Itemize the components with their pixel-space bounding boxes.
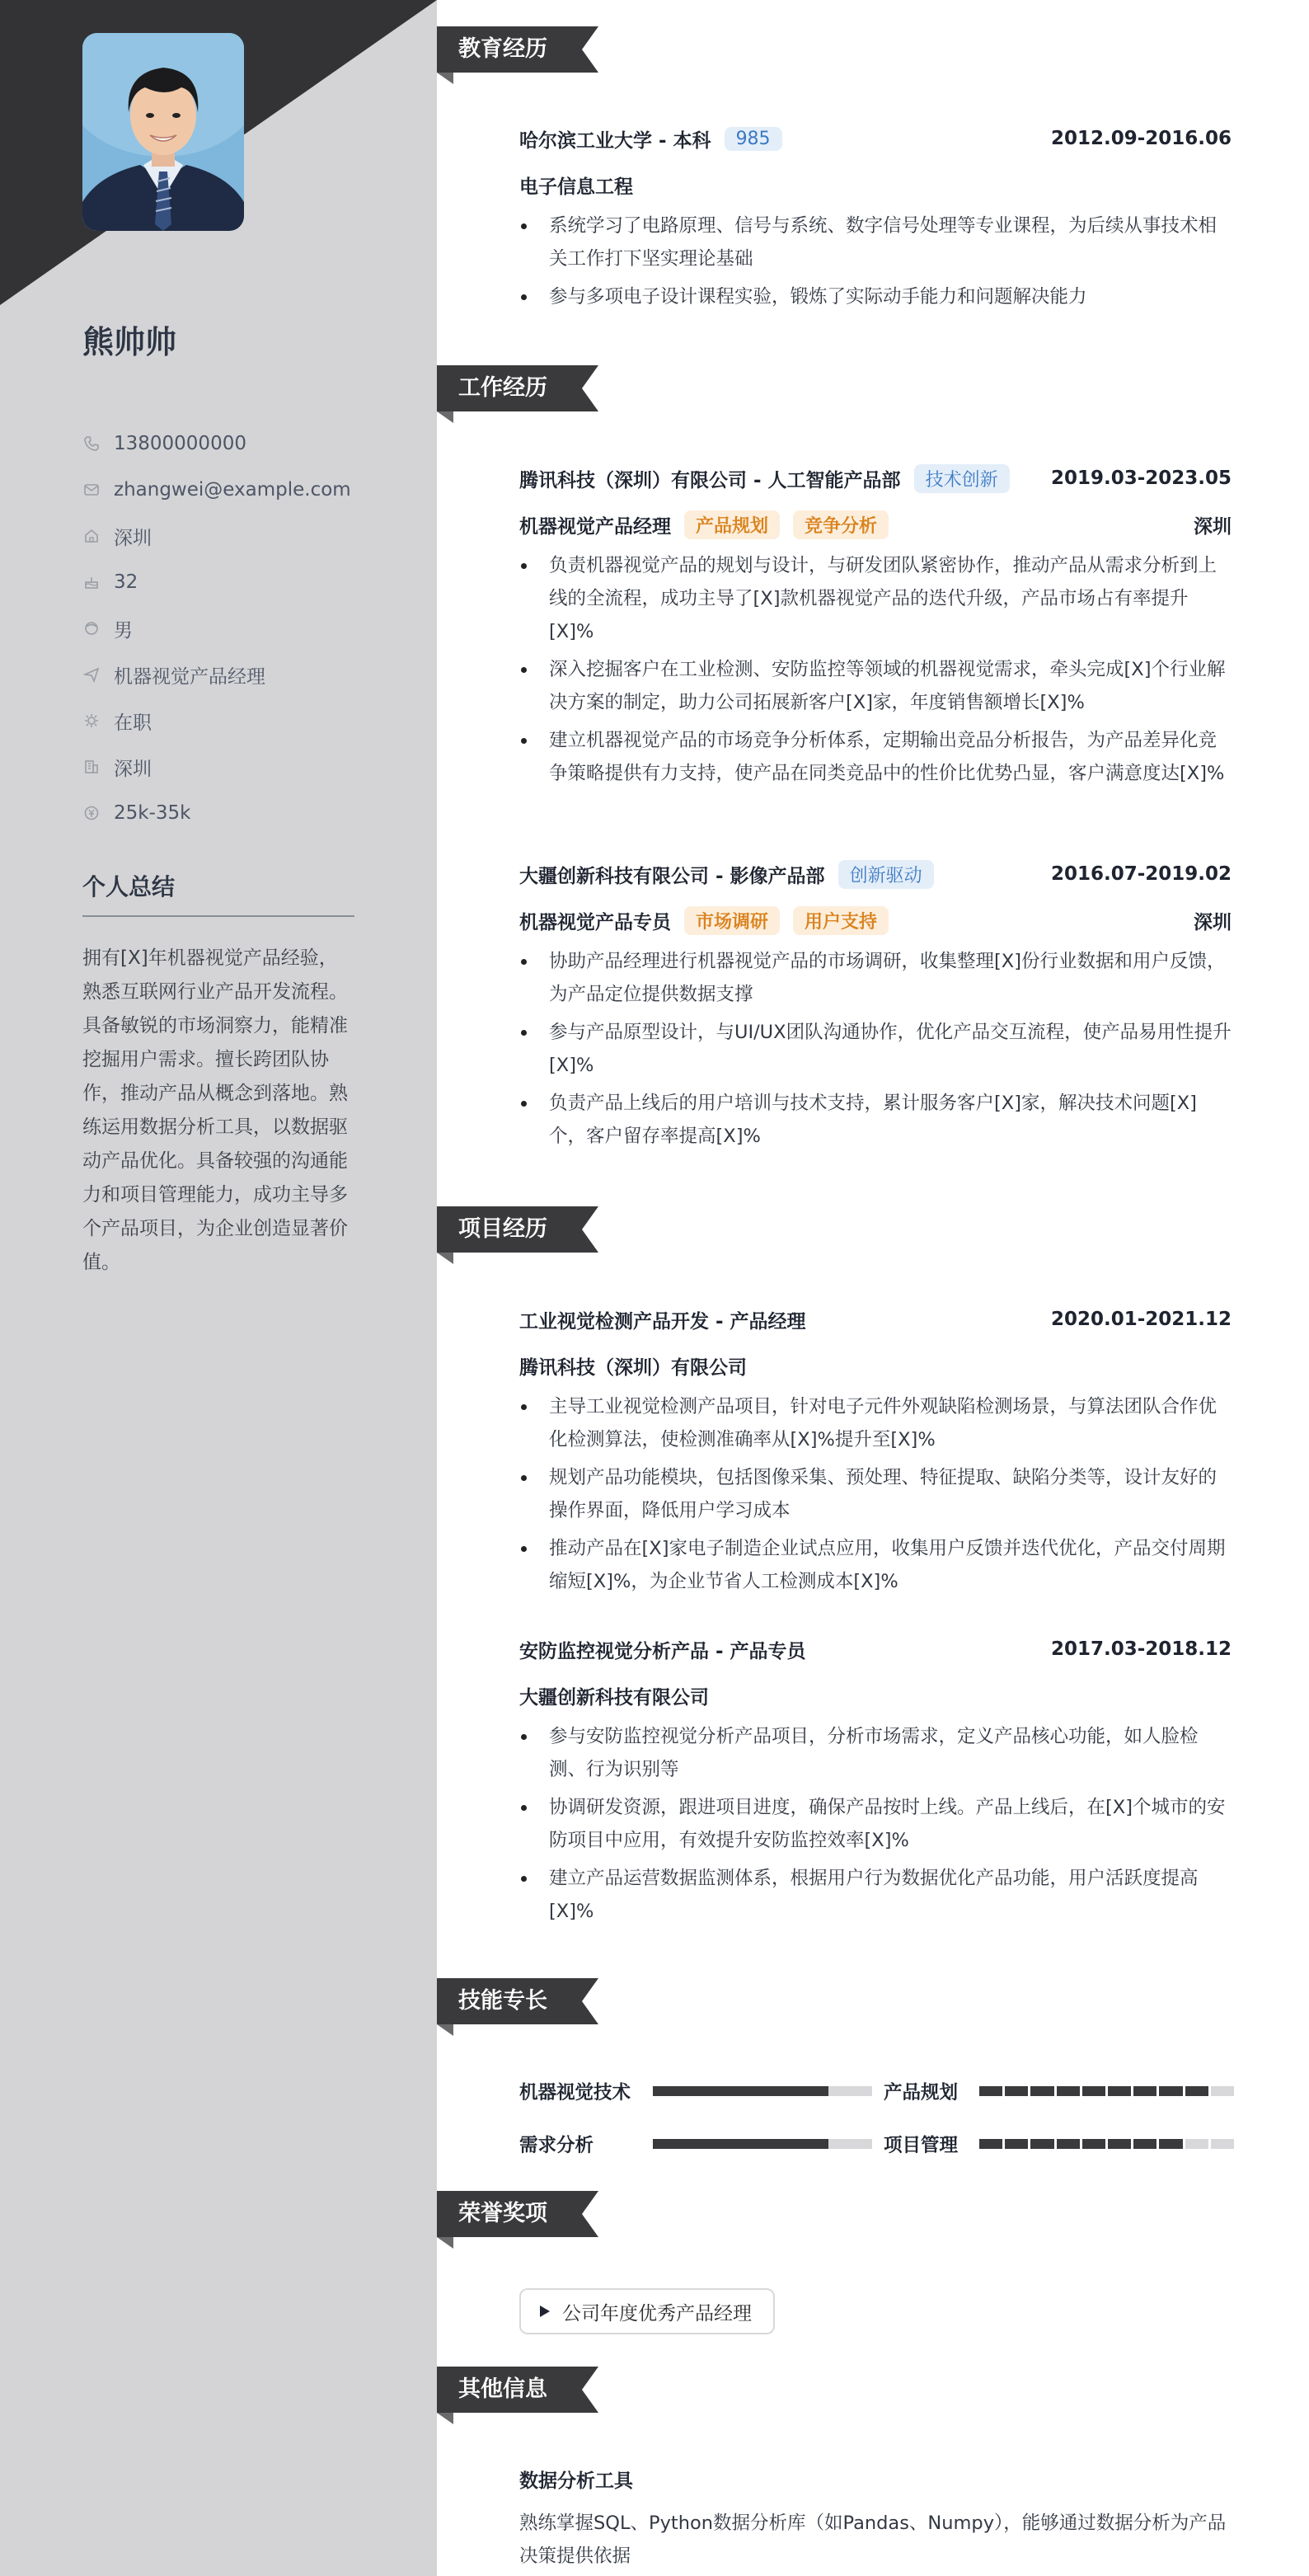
skill-dash <box>1057 2086 1080 2096</box>
section-title-other: 其他信息 <box>458 2376 547 2402</box>
list-item: 参与多项电子设计课程实验，锻炼了实际动手能力和问题解决能力 <box>519 280 1232 313</box>
other-title: 数据分析工具 <box>519 2470 633 2492</box>
list-item: 主导工业视觉检测产品项目，针对电子元件外观缺陷检测场景，与算法团队合作优化检测算法，使检测准确率从[X]%提升至[X]% <box>519 1390 1232 1456</box>
skill-dash <box>1185 2139 1208 2149</box>
status-icon <box>82 712 101 730</box>
list-item: 负责产品上线后的用户培训与技术支持，累计服务客户[X]家，解决技术问题[X]个，客户留存率提高[X]% <box>519 1087 1232 1153</box>
project-bullets <box>519 1720 1232 1928</box>
skill-name: 产品规划 <box>884 2082 959 2104</box>
skill-dash <box>1057 2139 1080 2149</box>
section-banner-project <box>420 1206 598 1253</box>
work-role: 机器视觉产品专员 <box>519 911 671 933</box>
education-tag: 985 <box>725 127 782 151</box>
list-item: 协调研发资源，跟进项目进度，确保产品按时上线。产品上线后，在[X]个城市的安防项目中应用，有效提升安防监控效率[X]% <box>519 1791 1232 1857</box>
list-item: 建立机器视觉产品的市场竞争分析体系，定期输出竞品分析报告，为产品差异化竞争策略提供有力支持，使产品在同类竞品中的性价比优势凸显，客户满意度达[X]% <box>519 724 1232 790</box>
section-title-work: 工作经历 <box>458 375 547 401</box>
section-title-project: 项目经历 <box>458 1216 547 1242</box>
skills-grid <box>519 2065 1261 2170</box>
work-city: 深圳 <box>1194 515 1232 538</box>
work-tag: 技术创新 <box>914 464 1010 493</box>
list-item: 深入挖掘客户在工业检测、安防监控等领域的机器视觉需求，牵头完成[X]个行业解决方案的制定，助力公司拓展新客户[X]家，年度销售额增长[X]% <box>519 653 1232 719</box>
list-item: 推动产品在[X]家电子制造企业试点应用，收集用户反馈并迭代优化，产品交付周期缩短[X]%，为企业节省人工检测成本[X]% <box>519 1532 1232 1598</box>
skill-dash <box>979 2139 1002 2149</box>
list-item: 负责机器视觉产品的规划与设计，与研发团队紧密协作，推动产品从需求分析到上线的全流程，成功主导了[X]款机器视觉产品的迭代升级，产品市场占有率提升[X]% <box>519 549 1232 648</box>
project-org: 大疆创新科技有限公司 <box>519 1686 709 1709</box>
work-role-tag: 产品规划 <box>684 510 780 539</box>
skill-bar-fill <box>653 2139 828 2149</box>
summary-title: 个人总结 <box>82 873 176 900</box>
award-label: 公司年度优秀产品经理 <box>562 2302 752 2325</box>
contact-gender-text: 男 <box>114 619 133 642</box>
send-icon <box>82 665 101 684</box>
skill-dash <box>1159 2086 1182 2096</box>
skill-dash <box>1005 2139 1028 2149</box>
main-content <box>437 0 1309 2576</box>
work-date: 2016.07-2019.02 <box>1050 863 1232 885</box>
education-school: 哈尔滨工业大学 - 本科 <box>519 129 711 152</box>
list-item: 系统学习了电路原理、信号与系统、数字信号处理等专业课程，为后续从事技术相关工作打下坚实理论基础 <box>519 209 1232 275</box>
gender-icon <box>82 619 101 637</box>
avatar-photo <box>82 33 244 231</box>
project-entry-1 <box>519 1303 1232 1603</box>
contact-location-text: 深圳 <box>114 527 152 549</box>
phone-icon <box>82 435 101 453</box>
contact-city <box>82 744 412 790</box>
work-bullets <box>519 549 1232 790</box>
work-entry-2 <box>519 858 1232 1158</box>
education-entry <box>519 122 1232 318</box>
section-title-education: 教育经历 <box>458 36 547 62</box>
contact-position <box>82 651 412 698</box>
work-bullets <box>519 945 1232 1153</box>
mail-icon <box>82 481 101 499</box>
education-bullets <box>519 209 1232 313</box>
work-role-tag: 用户支持 <box>793 906 889 935</box>
building-icon <box>82 758 101 776</box>
contact-phone <box>82 421 412 467</box>
work-role: 机器视觉产品经理 <box>519 515 671 538</box>
skill-bar <box>653 2139 872 2149</box>
list-item: 参与产品原型设计，与UI/UX团队沟通协作，优化产品交互流程，使产品易用性提升[X]% <box>519 1016 1232 1082</box>
skill-dash <box>1030 2086 1053 2096</box>
education-date: 2012.09-2016.06 <box>1050 128 1232 149</box>
section-banner-education <box>420 26 598 73</box>
section-title-skills: 技能专长 <box>458 1988 547 2014</box>
contact-email-text: zhangwei@example.com <box>114 479 351 501</box>
contact-age-text: 32 <box>114 571 138 593</box>
skill-dashes <box>979 2139 1236 2149</box>
skill-bar-fill <box>653 2086 828 2096</box>
contact-salary <box>82 790 412 836</box>
skill-dash <box>1030 2139 1053 2149</box>
work-company: 腾讯科技（深圳）有限公司 - 人工智能产品部 <box>519 469 901 491</box>
play-icon <box>539 2305 551 2318</box>
skill-dash <box>1133 2086 1157 2096</box>
skill-dash <box>1159 2139 1182 2149</box>
project-bullets <box>519 1390 1232 1598</box>
skill-name: 项目管理 <box>884 2135 959 2156</box>
profile-name: 熊帅帅 <box>82 324 177 360</box>
skill-dash <box>1108 2086 1131 2096</box>
contact-age <box>82 559 412 605</box>
work-company: 大疆创新科技有限公司 - 影像产品部 <box>519 865 825 887</box>
list-item: 参与安防监控视觉分析产品项目，分析市场需求，定义产品核心功能，如人脸检测、行为识别等 <box>519 1720 1232 1786</box>
skill-name: 机器视觉技术 <box>519 2082 631 2104</box>
skill-dash <box>1082 2139 1105 2149</box>
skill-name: 需求分析 <box>519 2135 594 2156</box>
skill-dash <box>1005 2086 1028 2096</box>
award-item <box>519 2288 775 2334</box>
skill-dash <box>1185 2086 1208 2096</box>
other-text: 熟练掌握SQL、Python数据分析库（如Pandas、Numpy），能够通过数据分析为产品决策提供依据 <box>519 2513 1227 2567</box>
list-item: 协助产品经理进行机器视觉产品的市场调研，收集整理[X]份行业数据和用户反馈，为产品定位提供数据支撑 <box>519 945 1232 1011</box>
section-banner-skills <box>420 1978 598 2024</box>
contact-gender <box>82 605 412 651</box>
skill-dash <box>1133 2139 1157 2149</box>
sidebar <box>0 0 437 2576</box>
contact-status <box>82 698 412 744</box>
skill-dash <box>1211 2086 1234 2096</box>
education-major: 电子信息工程 <box>519 176 633 198</box>
work-role-tag: 市场调研 <box>684 906 780 935</box>
contact-phone-text: 13800000000 <box>114 433 246 454</box>
project-date: 2020.01-2021.12 <box>1050 1309 1232 1330</box>
work-role-tag: 竞争分析 <box>793 510 889 539</box>
contact-position-text: 机器视觉产品经理 <box>114 665 265 688</box>
list-item: 建立产品运营数据监测体系，根据用户行为数据优化产品功能，用户活跃度提高[X]% <box>519 1862 1232 1928</box>
contact-list <box>82 421 412 836</box>
section-banner-work <box>420 365 598 411</box>
work-tag: 创新驱动 <box>838 860 934 889</box>
avatar <box>82 33 244 231</box>
contact-location <box>82 513 412 559</box>
home-icon <box>82 527 101 545</box>
cake-icon <box>82 573 101 591</box>
work-date: 2019.03-2023.05 <box>1050 468 1232 489</box>
project-title: 安防监控视觉分析产品 - 产品专员 <box>519 1640 806 1662</box>
summary-divider <box>82 915 354 917</box>
contact-status-text: 在职 <box>114 712 152 734</box>
skill-bar <box>653 2086 872 2096</box>
contact-salary-text: 25k-35k <box>114 802 191 824</box>
list-item: 规划产品功能模块，包括图像采集、预处理、特征提取、缺陷分类等，设计友好的操作界面，降低用户学习成本 <box>519 1461 1232 1527</box>
project-date: 2017.03-2018.12 <box>1050 1638 1232 1660</box>
skill-dashes <box>979 2086 1236 2096</box>
skill-dash <box>1211 2139 1234 2149</box>
summary-text: 拥有[X]年机器视觉产品经验，熟悉互联网行业产品开发流程。具备敏锐的市场洞察力，能精准挖掘用户需求。擅长跨团队协作，推动产品从概念到落地。熟练运用数据分析工具，以数据驱动产品优化。具备较强的沟通能力和项目管理能力，成功主导多个产品项目，为企业创造显著价值。 <box>82 947 348 1273</box>
section-title-honors: 荣誉奖项 <box>458 2201 547 2226</box>
salary-icon <box>82 804 101 822</box>
skill-dash <box>1108 2139 1131 2149</box>
work-city: 深圳 <box>1194 911 1232 933</box>
contact-email <box>82 467 412 513</box>
skill-dash <box>979 2086 1002 2096</box>
section-banner-honors <box>420 2191 598 2237</box>
project-org: 腾讯科技（深圳）有限公司 <box>519 1356 747 1379</box>
section-banner-other <box>420 2367 598 2413</box>
contact-city-text: 深圳 <box>114 758 152 780</box>
work-entry-1 <box>519 462 1232 795</box>
project-entry-2 <box>519 1633 1232 1933</box>
project-title: 工业视觉检测产品开发 - 产品经理 <box>519 1310 806 1333</box>
skill-dash <box>1082 2086 1105 2096</box>
